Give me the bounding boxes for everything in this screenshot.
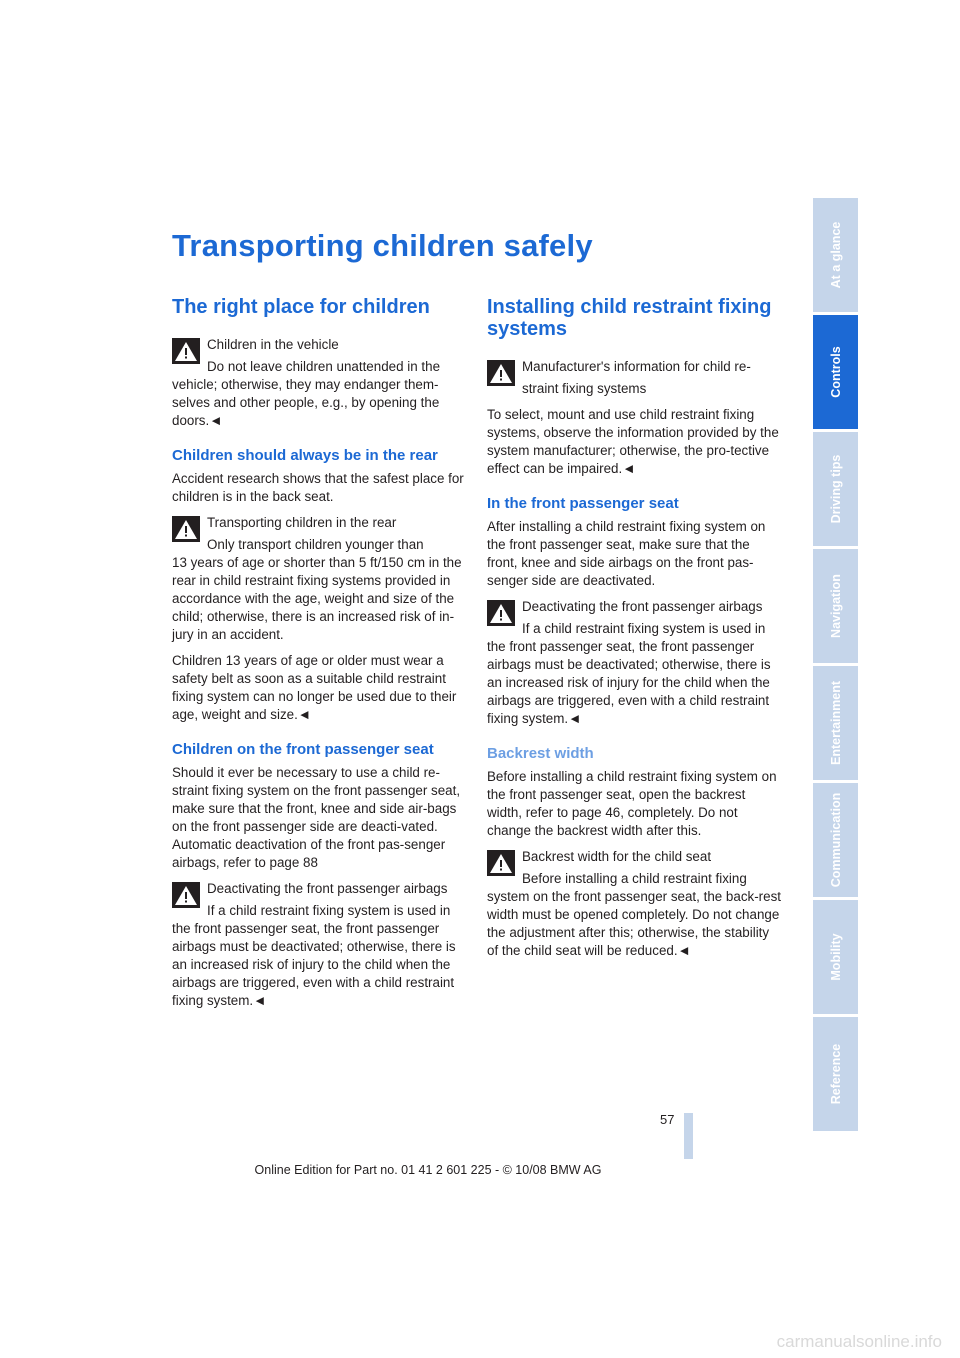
tab-at-a-glance[interactable] <box>813 198 858 312</box>
page-number: 57 <box>660 1112 675 1127</box>
section-heading-installing: Installing child restraint fixing systems <box>487 296 772 340</box>
warning-backrest-width <box>487 848 783 960</box>
warning-text: If a child restraint fixing system is used in <box>207 903 451 918</box>
paragraph: Before installing a child restraint fixing system on the front passenger seat, open the backrest width, refer to page 46, completely. Do not change the backrest width after this. <box>487 769 777 838</box>
paragraph: After installing a child restraint fixing system on the front passenger seat, make sure that the front, knee and side airbags on the front pas-senger side are deactivated. <box>487 519 766 588</box>
warning-title: Deactivating the front passenger airbags <box>522 599 763 614</box>
tab-driving-tips[interactable] <box>813 432 858 546</box>
tab-label: Navigation <box>828 574 843 638</box>
warning-text: Only transport children younger than <box>207 537 424 552</box>
footer-text: Online Edition for Part no. 01 41 2 601 225 - © 10/08 BMW AG <box>254 1163 602 1177</box>
tab-reference[interactable] <box>813 1017 858 1131</box>
warning-title: Manufacturer's information for child re- <box>522 359 751 374</box>
section-heading-right-place: The right place for children <box>172 296 430 318</box>
warning-text: system on the front passenger seat, the back-rest width must be opened completely. Do not change the adjustment after this; otherwise, the stability of the child seat will be reduced.◄ <box>487 889 781 958</box>
warning-manufacturer-info <box>487 358 783 398</box>
warning-triangle-icon <box>487 360 515 386</box>
watermark: carmanualsonline.info <box>776 1332 942 1351</box>
warning-text: Do not leave children unattended in the <box>207 359 441 374</box>
tab-label: Entertainment <box>828 680 843 766</box>
warning-deactivate-airbags <box>172 880 468 1010</box>
warning-triangle-icon <box>172 516 200 542</box>
tab-label: Communication <box>828 792 843 888</box>
subheading-backrest-width: Backrest width <box>487 745 594 762</box>
warning-children-in-vehicle <box>172 336 468 430</box>
warning-text: 13 years of age or shorter than 5 ft/150 cm in the rear in child restraint fixing systems provided in accordance with the age, weight and size of the child; otherwise, there is an increased risk of in-jury in an accident. <box>172 555 462 642</box>
tab-controls[interactable] <box>813 315 858 429</box>
warning-text: the front passenger seat, the front passenger airbags must be deactivated; otherwise, there is an increased risk of injury to the child when the airbags are triggered, even with a child restraint fixing system.◄ <box>172 921 456 1008</box>
left-column <box>172 296 468 1018</box>
paragraph: Accident research shows that the safest place for children is in the back seat. <box>172 471 464 504</box>
warning-text: If a child restraint fixing system is used in <box>522 621 766 636</box>
page-number-bar <box>684 1113 693 1159</box>
tab-label: At a glance <box>828 221 843 289</box>
warning-text: vehicle; otherwise, they may endanger them-selves and other people, e.g., by opening the doors.◄ <box>172 377 440 428</box>
warning-text: the front passenger seat, the front passenger airbags must be deactivated; otherwise, there is an increased risk of injury for the child when the airbags are triggered, even with a child restraint fixing system.◄ <box>487 639 771 726</box>
tab-label: Reference <box>828 1043 843 1105</box>
right-column <box>487 296 783 968</box>
subheading-rear: Children should always be in the rear <box>172 447 438 464</box>
chapter-tabs <box>813 198 858 1134</box>
tab-mobility[interactable] <box>813 900 858 1014</box>
warning-transport-rear <box>172 514 468 644</box>
warning-title: Deactivating the front passenger airbags <box>207 881 448 896</box>
paragraph: Children 13 years of age or older must wear a safety belt as soon as a suitable child restraint fixing system can no longer be used due to their age, weight and size.◄ <box>172 653 457 722</box>
footer <box>0 1163 960 1177</box>
subheading-front-seat: Children on the front passenger seat <box>172 741 434 758</box>
tab-label: Mobility <box>828 933 843 981</box>
warning-title: Transporting children in the rear <box>207 515 397 530</box>
warning-triangle-icon <box>487 850 515 876</box>
page-title: Transporting children safely <box>172 228 593 263</box>
warning-title: Children in the vehicle <box>207 337 339 352</box>
paragraph: To select, mount and use child restraint fixing systems, observe the information provided by the system manufacturer; otherwise, the pro-tective effect can be impaired.◄ <box>487 407 779 476</box>
warning-text: straint fixing systems <box>522 381 647 396</box>
warning-title: Backrest width for the child seat <box>522 849 712 864</box>
warning-triangle-icon <box>487 600 515 626</box>
tab-label: Driving tips <box>828 454 843 524</box>
subheading-front-passenger-seat: In the front passenger seat <box>487 495 679 512</box>
tab-communication[interactable] <box>813 783 858 897</box>
tab-entertainment[interactable] <box>813 666 858 780</box>
warning-triangle-icon <box>172 338 200 364</box>
warning-text: Before installing a child restraint fixing <box>522 871 747 886</box>
warning-deactivate-airbags <box>487 598 783 728</box>
warning-triangle-icon <box>172 882 200 908</box>
tab-navigation[interactable] <box>813 549 858 663</box>
paragraph: Should it ever be necessary to use a child re-straint fixing system on the front passenger seat, make sure that the front, knee and side air-bags on the front passenger side are deacti-vated. Automatic deactivation of the front pas-senger airbags, refer to page 88 <box>172 765 461 870</box>
tab-label: Controls <box>828 346 843 398</box>
